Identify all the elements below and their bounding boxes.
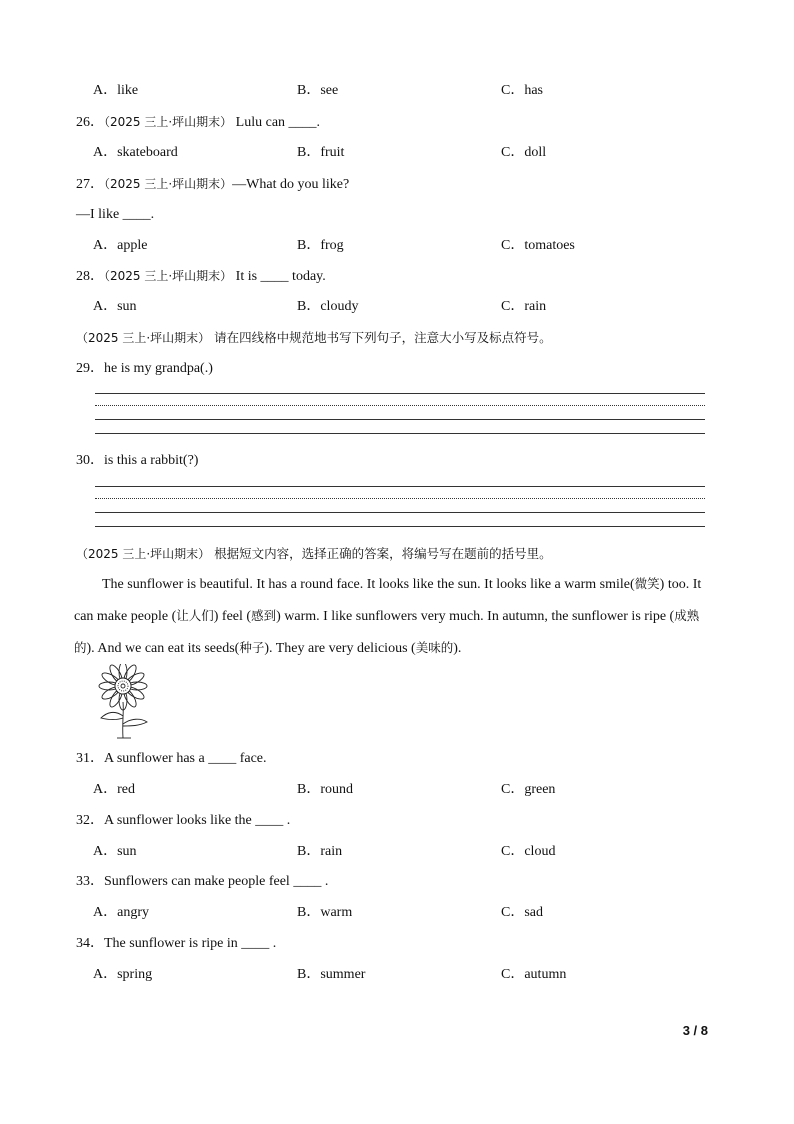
reading-instruction [76, 544, 552, 565]
q34-stem: 34．The sunflower is ripe in ____ . [76, 936, 277, 951]
q33-option-b: B．warm [297, 905, 353, 920]
passage-gloss: 种子 [239, 640, 265, 655]
q26-text: Lulu can ____. [232, 115, 321, 130]
passage-seg: ). And we can eat its seeds( [86, 641, 240, 656]
q34-option-b: B．summer [297, 967, 366, 982]
passage-seg: ) feel ( [213, 609, 252, 624]
writing-source-tag: （2025 三上·坪山期末） [76, 331, 211, 345]
grid-line-3 [95, 512, 705, 513]
writing-instruction-text: 请在四线格中规范地书写下列句子，注意大小写及标点符号。 [210, 330, 552, 345]
q28-stem [76, 266, 326, 287]
q31-option-b: B．round [297, 782, 353, 797]
q27-source-tag: （2025 三上·坪山期末） [104, 177, 233, 191]
q34-option-a: A．spring [93, 967, 153, 982]
q28-option-c: C．rain [501, 299, 547, 314]
q30-four-line-grid[interactable] [95, 486, 705, 526]
q26-option-c: C．doll [501, 145, 547, 160]
q27-stem [76, 174, 349, 195]
q25-option-a: A．like [93, 83, 139, 98]
q33-option-c: C．sad [501, 905, 543, 920]
q32-stem: 32．A sunflower looks like the ____ . [76, 813, 291, 828]
passage-text [74, 568, 714, 664]
sunflower-illustration [95, 664, 155, 740]
q27-option-a: A．apple [93, 238, 148, 253]
q31-option-a: A．red [93, 782, 135, 797]
q27-option-b: B．frog [297, 238, 344, 253]
q31-stem: 31．A sunflower has a ____ face. [76, 751, 267, 766]
passage-gloss: 感到 [251, 608, 277, 623]
q29-stem: 29．he is my grandpa(.) [76, 361, 213, 376]
passage-seg: ) warm. I like sunflowers very much. In autumn, the sunflower is [276, 609, 641, 624]
passage-gloss: 成熟的 [74, 608, 700, 655]
grid-line-1 [95, 486, 705, 487]
q27-text: —What do you like? [232, 177, 350, 192]
reading-source-tag: （2025 三上·坪山期末） [76, 547, 211, 561]
passage-seg: ). They are very delicious ( [264, 641, 416, 656]
page-number: 3 / 8 [682, 1023, 708, 1038]
passage-seg: The sunflower is beautiful. It has a round face. It looks like the sun. It looks like a warm smile( [102, 577, 635, 592]
q33-option-a: A．angry [93, 905, 149, 920]
q26-option-a: A．skateboard [93, 145, 178, 160]
q26-stem [76, 112, 320, 133]
q32-option-b: B．rain [297, 844, 343, 859]
writing-instruction [76, 328, 552, 349]
q28-source-tag: （2025 三上·坪山期末） [104, 269, 233, 283]
passage-seg: too. It can make people ( [74, 577, 702, 624]
reading-passage [74, 568, 714, 664]
q27-number: 27． [76, 177, 104, 192]
q32-option-a: A．sun [93, 844, 137, 859]
q27-option-c: C．tomatoes [501, 238, 575, 253]
q32-option-c: C．cloud [501, 844, 556, 859]
q33-stem: 33．Sunflowers can make people feel ____ . [76, 874, 329, 889]
q27-line2: —I like ____. [76, 207, 155, 222]
grid-line-4 [95, 526, 705, 527]
passage-gloss: 美味的 [415, 640, 454, 655]
grid-line-3 [95, 419, 705, 420]
passage-gloss: 微笑 [634, 576, 660, 591]
q34-option-c: C．autumn [501, 967, 567, 982]
q28-number: 28． [76, 269, 104, 284]
q31-option-c: C．green [501, 782, 556, 797]
grid-line-2 [95, 498, 705, 499]
grid-line-1 [95, 393, 705, 394]
grid-line-2 [95, 405, 705, 406]
reading-instruction-text: 根据短文内容，选择正确的答案，将编号写在题前的括号里。 [210, 546, 552, 561]
q29-four-line-grid[interactable] [95, 393, 705, 433]
q28-option-a: A．sun [93, 299, 137, 314]
q25-option-c: C．has [501, 83, 543, 98]
q28-option-b: B．cloudy [297, 299, 359, 314]
passage-seg: ). [453, 641, 462, 656]
q26-number: 26． [76, 115, 104, 130]
grid-line-4 [95, 433, 705, 434]
q26-source-tag: （2025 三上·坪山期末） [104, 115, 233, 129]
q25-option-b: B．see [297, 83, 339, 98]
q28-text: It is ____ today. [232, 269, 326, 284]
passage-seg: ripe ( [644, 609, 675, 624]
passage-seg: ) [659, 577, 665, 592]
q26-option-b: B．fruit [297, 145, 345, 160]
q30-stem: 30．is this a rabbit(?) [76, 453, 199, 468]
passage-gloss: 让人们 [176, 608, 214, 623]
